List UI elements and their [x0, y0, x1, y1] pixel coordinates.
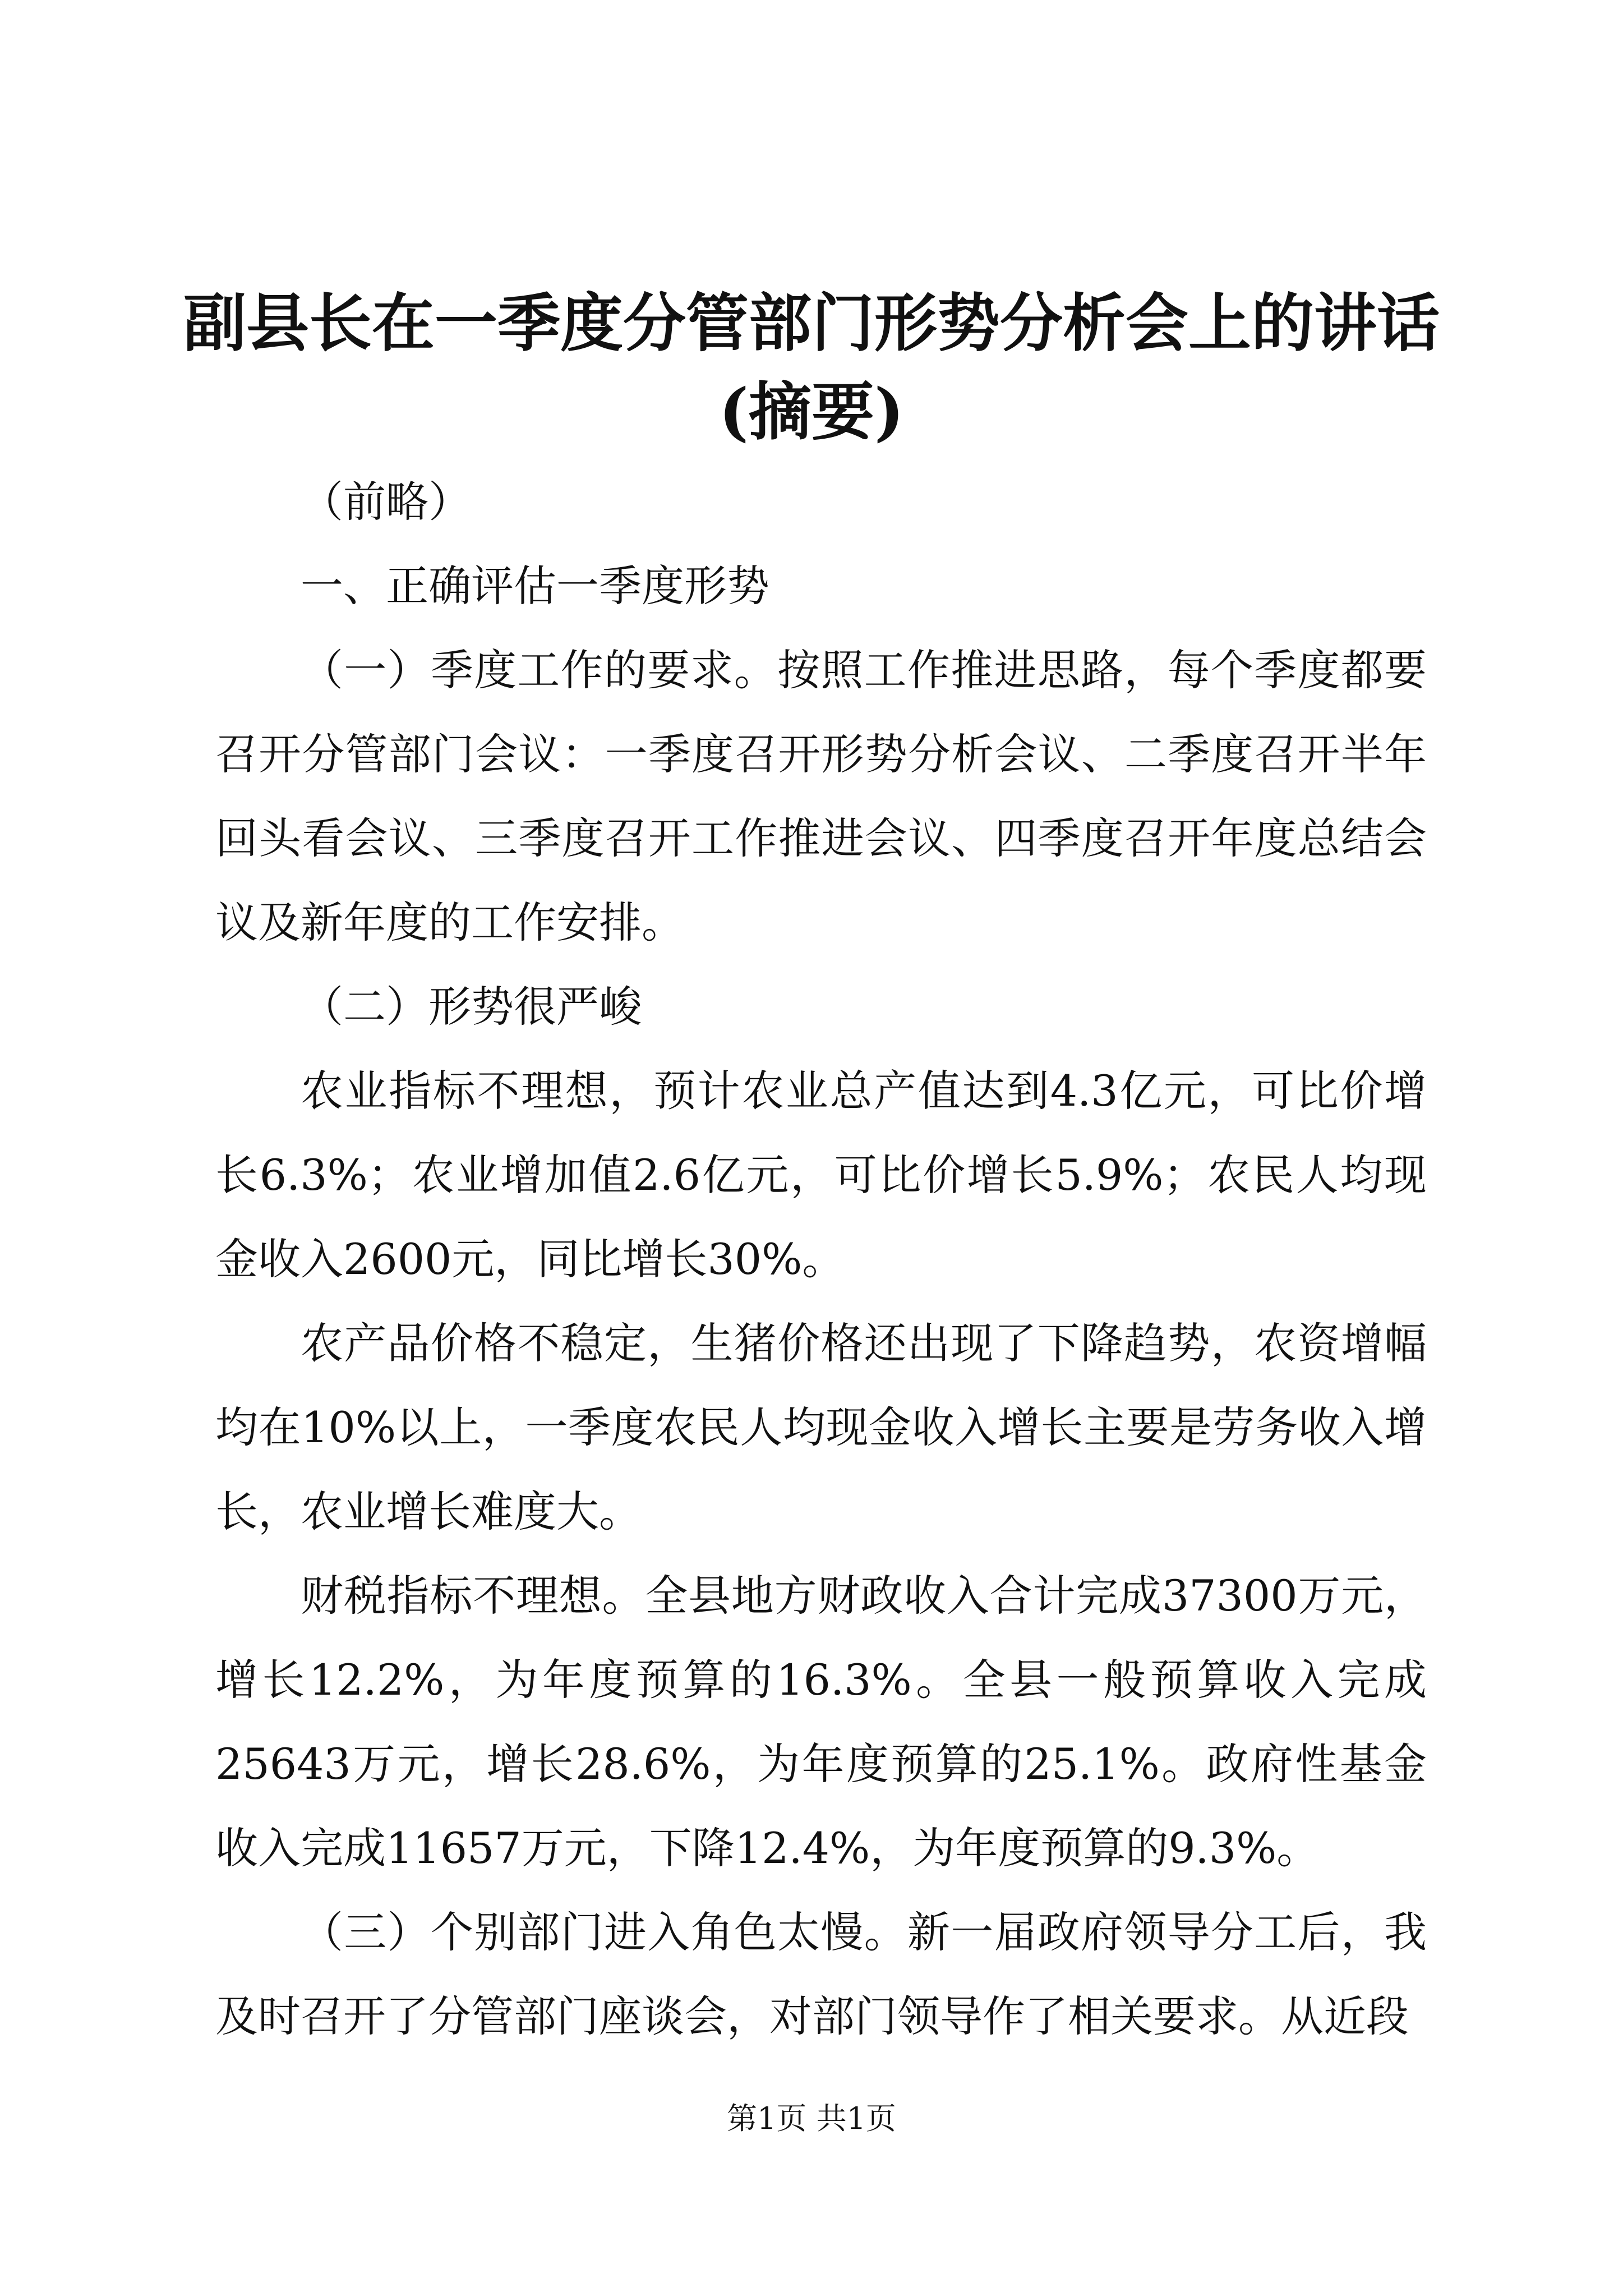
paragraph-fiscal-indicators: 财税指标不理想。全县地方财政收入合计完成37300万元，增长12.2%，为年度预算的16.3%。全县一般预算收入完成25643万元，增长28.6%，为年度预算的25.1%。政府性基金收入完成11657万元，下降12.4%，为年度预算的9.3%。 — [215, 1571, 1427, 1873]
paragraph-preamble: （前略） — [301, 477, 471, 527]
document-body — [215, 460, 1427, 2059]
document-title: 副县长在一季度分管部门形势分析会上的讲话(摘要) — [183, 287, 1440, 449]
section-heading-1: 一、正确评估一季度形势 — [301, 561, 769, 611]
page-footer: 第1页 共1页 — [727, 2101, 896, 2136]
paragraph-department-roles: （三）个别部门进入角色太慢。新一届政府领导分工后，我及时召开了分管部门座谈会，对部门领导作了相关要求。从近段 — [215, 1907, 1427, 2041]
subsection-heading-2: （二）形势很严峻 — [301, 982, 642, 1032]
paragraph-agricultural-prices: 农产品价格不稳定，生猪价格还出现了下降趋势，农资增幅均在10%以上，一季度农民人均现金收入增长主要是劳务收入增长，农业增长难度大。 — [215, 1318, 1427, 1536]
paragraph-quarterly-requirements: （一）季度工作的要求。按照工作推进思路，每个季度都要召开分管部门会议：一季度召开形势分析会议、二季度召开半年回头看会议、三季度召开工作推进会议、四季度召开年度总结会议及新年度的工作安排。 — [215, 645, 1427, 947]
paragraph-agriculture-indicators: 农业指标不理想，预计农业总产值达到4.3亿元，可比价增长6.3%；农业增加值2.6亿元，可比价增长5.9%；农民人均现金收入2600元，同比增长30%。 — [215, 1066, 1427, 1284]
